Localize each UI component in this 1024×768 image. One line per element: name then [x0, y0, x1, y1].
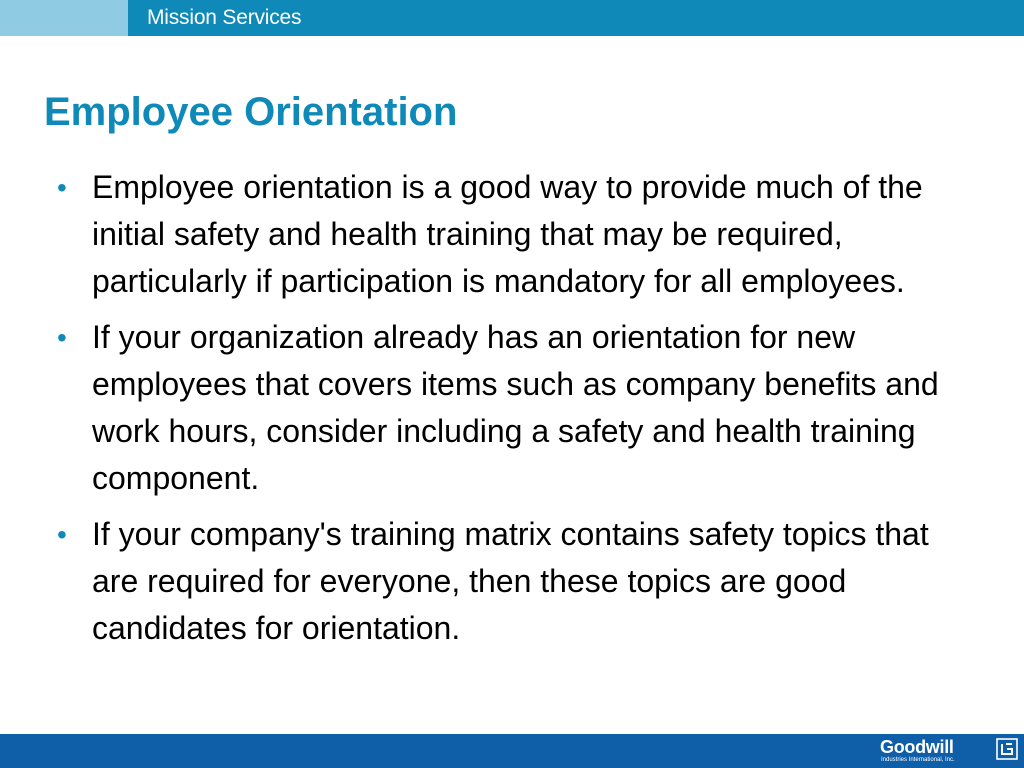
bullet-item: [57, 164, 977, 305]
header-accent-block: [0, 0, 128, 36]
goodwill-smiling-g-icon: [996, 738, 1018, 760]
logo-wordmark: Goodwill: [880, 737, 954, 757]
bullet-list: [57, 164, 977, 661]
bullet-marker: •: [57, 519, 67, 550]
bullet-text: If your organization already has an orientation for new employees that covers items such as company benefits and work hours, consider including a safety and health training component.: [92, 319, 939, 496]
slide-title: Employee Orientation: [44, 90, 458, 134]
bullet-item: [57, 314, 977, 502]
header-bar: [0, 0, 1024, 36]
bullet-marker: •: [57, 172, 67, 203]
bullet-text: Employee orientation is a good way to provide much of the initial safety and health training that may be required, particularly if participation is mandatory for all employees.: [92, 169, 923, 299]
bullet-text: If your company's training matrix contains safety topics that are required for everyone, then these topics are good candidates for orientation.: [92, 516, 929, 646]
bullet-marker: •: [57, 322, 67, 353]
goodwill-logo: [880, 737, 1018, 765]
logo-subtext: Industries International, Inc.: [881, 757, 955, 763]
footer-bar: [0, 734, 1024, 768]
bullet-item: [57, 511, 977, 652]
section-label: Mission Services: [147, 6, 302, 29]
